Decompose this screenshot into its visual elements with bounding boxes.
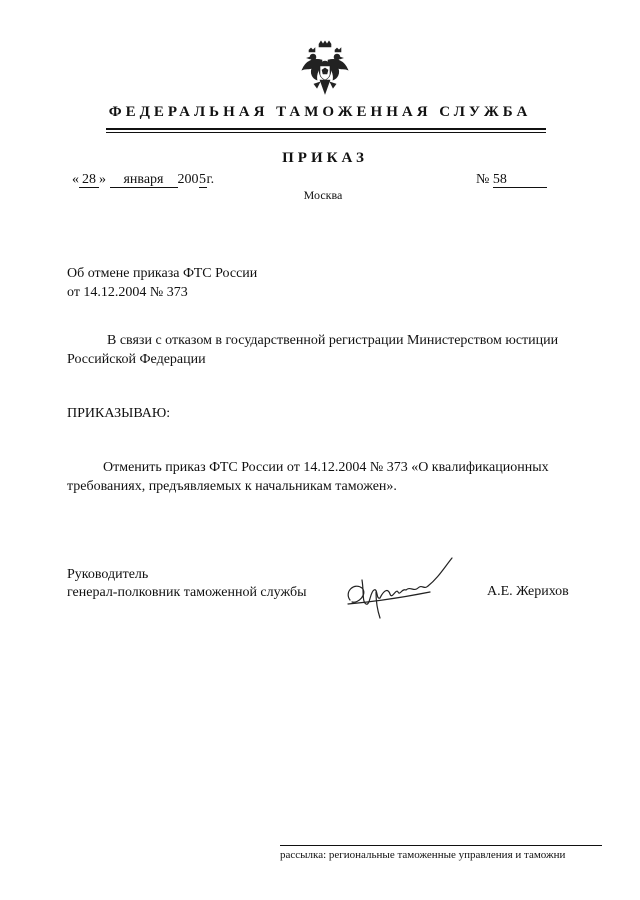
preamble-line-2: Российской Федерации xyxy=(67,352,206,367)
distribution-rule xyxy=(280,845,602,846)
city: Москва xyxy=(303,188,343,202)
handwritten-signature-icon xyxy=(340,552,460,622)
preamble-paragraph xyxy=(67,331,587,369)
signatory-name: А.Е. Жерихов xyxy=(487,584,569,599)
preamble-line-1: В связи с отказом в государственной регистрации Министерством юстиции xyxy=(107,333,559,348)
double-headed-eagle-icon xyxy=(300,40,350,98)
date-year-digit: 5 xyxy=(199,172,206,187)
signatory-title-line-2: генерал-полковник таможенной службы xyxy=(67,585,307,600)
date-close-quote: » xyxy=(99,172,106,187)
header-rule-thin xyxy=(106,132,546,133)
signatory-title xyxy=(67,566,306,602)
date-year-prefix: 200 xyxy=(177,172,199,187)
signatory-title-line-1: Руководитель xyxy=(67,567,149,582)
agency-name: ФЕДЕРАЛЬНАЯ ТАМОЖЕННАЯ СЛУЖБА xyxy=(108,104,532,120)
order-subject xyxy=(67,264,257,302)
date-year-suffix: г. xyxy=(206,172,215,187)
date-month: января xyxy=(110,173,178,188)
order-line-1: Отменить приказ ФТС России от 14.12.2004 № 373 «О квалификационных xyxy=(103,460,549,475)
document-type: ПРИКАЗ xyxy=(282,150,368,166)
order-line-2: требованиях, предъявляемых к начальникам таможен». xyxy=(67,479,397,494)
order-directive: ПРИКАЗЫВАЮ: xyxy=(67,406,171,421)
subject-line-1: Об отмене приказа ФТС России xyxy=(67,266,258,281)
number-value: 58 xyxy=(493,173,547,188)
subject-line-2: от 14.12.2004 № 373 xyxy=(67,285,188,300)
number-label: № xyxy=(476,172,490,187)
date-open-quote: « xyxy=(72,172,79,187)
header-rule xyxy=(106,128,546,130)
distribution-list: рассылка: региональные таможенные управления и таможни xyxy=(280,849,566,861)
order-paragraph xyxy=(67,458,587,496)
order-date xyxy=(72,172,214,188)
order-number xyxy=(476,172,547,188)
date-day: 28 xyxy=(79,173,99,188)
